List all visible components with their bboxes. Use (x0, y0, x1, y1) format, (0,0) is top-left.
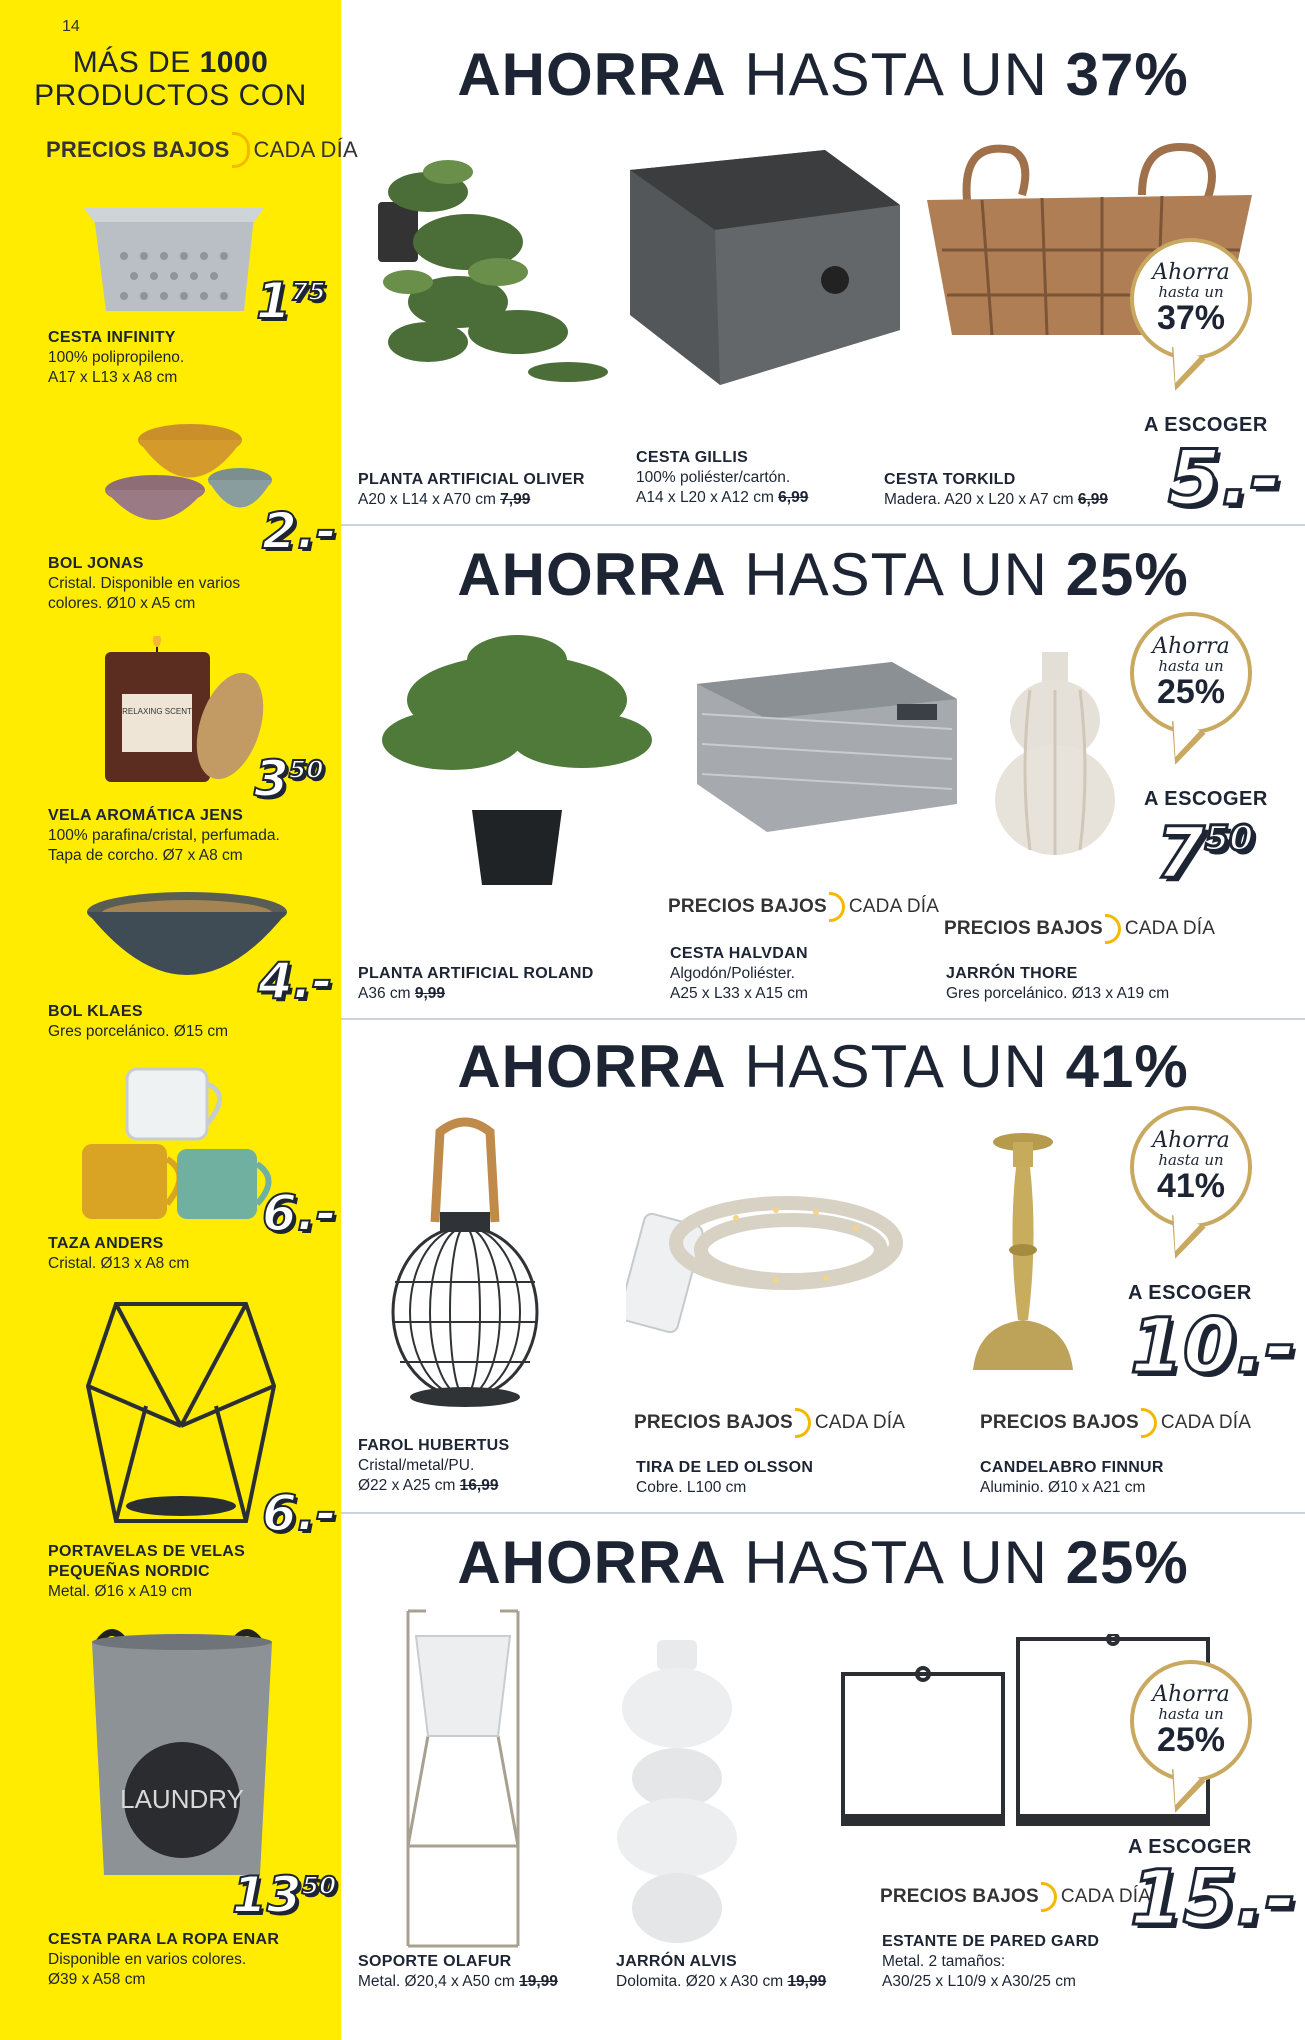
discount-badge-37: Ahorra hasta un 37% (1130, 238, 1252, 360)
a-escoger-label: A ESCOGER (1144, 788, 1268, 810)
soporte-olafur-info: SOPORTE OLAFUR Metal. Ø20,4 x A50 cm 19,99 (358, 1953, 558, 1990)
vela-label-text: RELAXING SCENT (122, 707, 192, 716)
cesta-halvdan-image (692, 654, 962, 834)
taza-anders-price: 6.- (262, 1184, 337, 1242)
planta-roland-info: PLANTA ARTIFICIAL ROLAND A36 cm 9,99 (358, 965, 594, 1002)
tira-led-image (626, 1168, 916, 1333)
a-escoger-label: A ESCOGER (1128, 1282, 1252, 1304)
planta-oliver-image (368, 132, 628, 387)
taza-anders-image (82, 1064, 282, 1229)
a-escoger-label: A ESCOGER (1128, 1836, 1252, 1858)
cesta-halvdan-info: CESTA HALVDAN Algodón/Poliéster. A25 x L33 x A15 cm (670, 945, 808, 1002)
section-title: AHORRA HASTA UN 37% (457, 41, 1189, 108)
jarron-alvis-info: JARRÓN ALVIS Dolomita. Ø20 x A30 cm 19,99 (616, 1953, 827, 1990)
section-title: AHORRA HASTA UN 25% (457, 1529, 1189, 1596)
precios-bajos-logo: PRECIOS BAJOS CADA DÍA (880, 1882, 1151, 1912)
cesta-infinity-price: $1^{75}$ (256, 272, 326, 330)
soporte-olafur-image (398, 1606, 528, 1966)
vela-jens-info: VELA AROMÁTICA JENS 100% parafina/cristal, perfumada. Tapa de corcho. Ø7 x A8 cm (48, 807, 280, 864)
section-divider (341, 1018, 1305, 1020)
cesta-enar-price: $13^{50}$ (232, 1866, 337, 1924)
a-escoger-label: A ESCOGER (1144, 414, 1268, 436)
precios-bajos-logo: PRECIOS BAJOS CADA DÍA (634, 1408, 905, 1438)
cesta-gillis-image (625, 140, 905, 390)
cesta-enar-info: CESTA PARA LA ROPA ENAR Disponible en varios colores. Ø39 x A58 cm (48, 1931, 280, 1988)
cesta-infinity-info: CESTA INFINITY 100% polipropileno. A17 x L13 x A8 cm (48, 329, 185, 386)
section-title: AHORRA HASTA UN 41% (457, 1033, 1189, 1100)
section-41-price: 10.- (1130, 1301, 1297, 1390)
farol-hubertus-image (390, 1112, 540, 1412)
candelabro-finnur-info: CANDELABRO FINNUR Aluminio. Ø10 x A21 cm (980, 1459, 1164, 1496)
portavelas-nordic-price: 6.- (262, 1484, 337, 1542)
vela-jens-image (100, 636, 270, 786)
page-number: 14 (62, 18, 80, 35)
cesta-infinity-image (84, 196, 264, 321)
jarron-thore-info: JARRÓN THORE Gres porcelánico. Ø13 x A19 cm (946, 965, 1170, 1002)
laundry-label-text: LAUNDRY (120, 1784, 244, 1814)
precios-bajos-logo: PRECIOS BAJOS CADA DÍA (668, 892, 939, 922)
jarron-thore-image (990, 650, 1120, 860)
portavelas-nordic-info: PORTAVELAS DE VELAS PEQUEÑAS NORDIC Metal. Ø16 x A19 cm (48, 1543, 246, 1600)
discount-badge-25a: Ahorra hasta un 25% (1130, 612, 1252, 734)
jarron-alvis-image (612, 1638, 742, 1948)
candelabro-finnur-image (968, 1130, 1078, 1375)
section-25b-price: 15.- (1130, 1853, 1297, 1942)
vela-jens-price: $3^{50}$ (254, 750, 324, 808)
section-37-price: 5.- (1168, 433, 1282, 522)
bol-jonas-info: BOL JONAS Cristal. Disponible en varios colores. Ø10 x A5 cm (48, 555, 241, 612)
planta-roland-image (372, 630, 662, 890)
section-title: AHORRA HASTA UN 25% (457, 541, 1189, 608)
cesta-enar-image (82, 1620, 282, 1880)
sidebar-headline: MÁS DE 1000 PRODUCTOS CON (34, 46, 307, 112)
cesta-torkild-info: CESTA TORKILD Madera. A20 x L20 x A7 cm 6,99 (884, 471, 1109, 508)
planta-oliver-info: PLANTA ARTIFICIAL OLIVER A20 x L14 x A70 cm 7,99 (358, 471, 585, 508)
portavelas-nordic-image (86, 1296, 276, 1531)
bol-jonas-image (100, 410, 275, 540)
discount-badge-41: Ahorra hasta un 41% (1130, 1106, 1252, 1228)
section-25a-price: $7^{50}$ (1156, 812, 1254, 894)
precios-bajos-logo: PRECIOS BAJOS CADA DÍA (980, 1408, 1251, 1438)
taza-anders-info: TAZA ANDERS Cristal. Ø13 x A8 cm (48, 1235, 190, 1272)
tira-led-info: TIRA DE LED OLSSON Cobre. L100 cm (636, 1459, 814, 1496)
precios-bajos-logo: PRECIOS BAJOS CADA DÍA (944, 914, 1215, 944)
precios-bajos-logo: PRECIOS BAJOS CADA DÍA (46, 132, 358, 168)
bol-klaes-info: BOL KLAES Gres porcelánico. Ø15 cm (48, 1003, 229, 1040)
section-divider (341, 1512, 1305, 1514)
cesta-gillis-info: CESTA GILLIS 100% poliéster/cartón. A14 x L20 x A12 cm 6,99 (636, 449, 809, 506)
bol-jonas-price: 2.- (262, 502, 337, 560)
farol-hubertus-info: FAROL HUBERTUS Cristal/metal/PU. Ø22 x A25 cm 16,99 (358, 1437, 510, 1494)
discount-badge-25b: Ahorra hasta un 25% (1130, 1660, 1252, 1782)
section-divider (341, 524, 1305, 526)
bol-klaes-price: 4.- (258, 952, 333, 1010)
estante-gard-info: ESTANTE DE PARED GARD Metal. 2 tamaños: A30/25 x L10/9 x A30/25 cm (882, 1933, 1100, 1990)
